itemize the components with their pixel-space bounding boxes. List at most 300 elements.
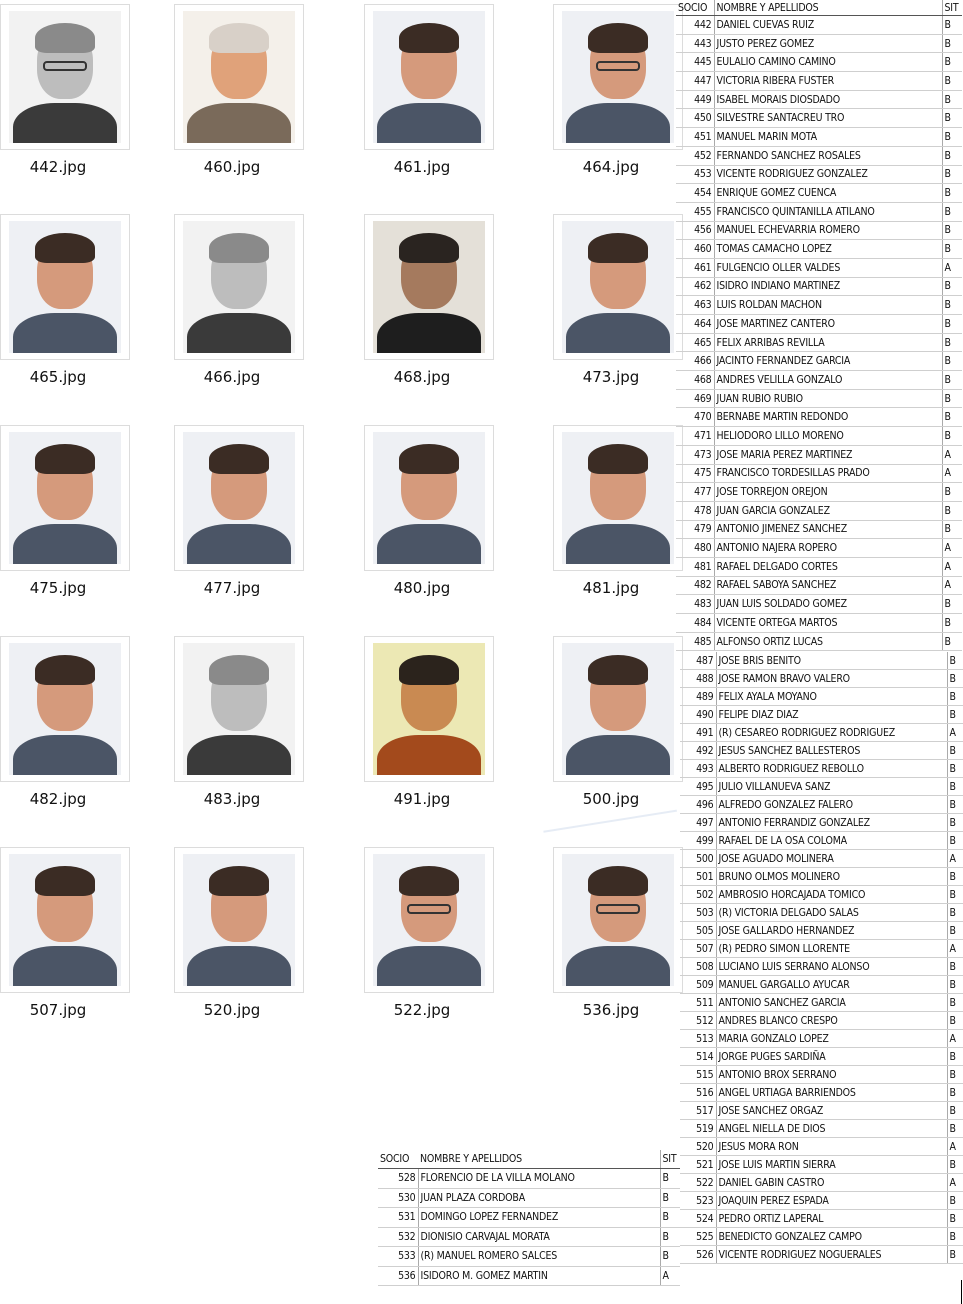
socio-cell: 462 xyxy=(676,277,714,296)
table-row xyxy=(378,1188,680,1208)
name-cell: ANDRES VELILLA GONZALO xyxy=(714,371,942,390)
table-row xyxy=(676,333,962,352)
table-row xyxy=(676,315,962,334)
sit-cell: B xyxy=(942,53,962,72)
name-cell: EULALIO CAMINO CAMINO xyxy=(714,53,942,72)
sit-cell: B xyxy=(947,706,963,724)
socio-cell: 478 xyxy=(676,501,714,520)
thumbnail-item[interactable] xyxy=(0,425,130,605)
socio-cell: 452 xyxy=(676,146,714,165)
socio-cell: 492 xyxy=(680,742,716,760)
table-row xyxy=(378,1227,680,1247)
thumbnail-filename: 477.jpg xyxy=(203,579,261,597)
table-header-row xyxy=(676,0,962,16)
thumbnail-frame xyxy=(0,847,130,993)
thumbnail-item[interactable] xyxy=(364,214,494,394)
table-row xyxy=(680,670,963,688)
thumbnail-filename: 481.jpg xyxy=(582,579,640,597)
sit-cell: B xyxy=(947,994,963,1012)
socio-cell: 533 xyxy=(378,1247,418,1267)
socio-cell: 524 xyxy=(680,1210,716,1228)
sit-cell: B xyxy=(947,652,963,670)
table-row xyxy=(676,109,962,128)
thumbnail-item[interactable] xyxy=(364,847,494,1027)
column-header-socio: SOCIO xyxy=(378,1150,418,1169)
thumbnail-filename: 520.jpg xyxy=(203,1001,261,1019)
sit-cell: B xyxy=(942,90,962,109)
sit-cell: B xyxy=(942,501,962,520)
sit-cell: B xyxy=(942,352,962,371)
socio-cell: 461 xyxy=(676,258,714,277)
table-row xyxy=(680,652,963,670)
table-row xyxy=(676,72,962,91)
thumbnail-frame xyxy=(553,425,683,571)
sit-cell: B xyxy=(947,814,963,832)
name-cell: MANUEL ECHEVARRIA ROMERO xyxy=(714,221,942,240)
thumbnail-frame xyxy=(364,847,494,993)
table-row xyxy=(680,688,963,706)
portrait-photo xyxy=(9,432,121,564)
name-cell: JUSTO PEREZ GOMEZ xyxy=(714,34,942,53)
name-cell: ANTONIO BROX SERRANO xyxy=(716,1066,947,1084)
thumbnail-item[interactable] xyxy=(553,636,683,816)
table-row xyxy=(680,1012,963,1030)
thumbnail-item[interactable] xyxy=(0,214,130,394)
socio-cell: 464 xyxy=(676,315,714,334)
socio-cell: 500 xyxy=(680,850,716,868)
sit-cell: B xyxy=(947,922,963,940)
socio-cell: 471 xyxy=(676,427,714,446)
name-cell: ALFONSO ORTIZ LUCAS xyxy=(714,632,942,651)
members-table-continued xyxy=(680,652,963,1264)
name-cell: JULIO VILLANUEVA SANZ xyxy=(716,778,947,796)
socio-cell: 447 xyxy=(676,72,714,91)
sit-cell: A xyxy=(942,258,962,277)
portrait-photo xyxy=(373,854,485,986)
name-cell: DIONISIO CARVAJAL MORATA xyxy=(418,1227,660,1247)
socio-cell: 481 xyxy=(676,557,714,576)
thumbnail-item[interactable] xyxy=(553,214,683,394)
sit-cell: A xyxy=(942,445,962,464)
socio-cell: 511 xyxy=(680,994,716,1012)
socio-cell: 532 xyxy=(378,1227,418,1247)
sit-cell: B xyxy=(942,146,962,165)
socio-cell: 483 xyxy=(676,595,714,614)
name-cell: JOSE AGUADO MOLINERA xyxy=(716,850,947,868)
thumbnail-filename: 464.jpg xyxy=(582,158,640,176)
name-cell: LUCIANO LUIS SERRANO ALONSO xyxy=(716,958,947,976)
table-row xyxy=(676,427,962,446)
sit-cell: B xyxy=(660,1169,680,1189)
table-row xyxy=(676,128,962,147)
socio-cell: 523 xyxy=(680,1192,716,1210)
thumbnail-frame xyxy=(364,4,494,150)
socio-cell: 522 xyxy=(680,1174,716,1192)
socio-cell: 530 xyxy=(378,1188,418,1208)
socio-cell: 501 xyxy=(680,868,716,886)
thumbnail-frame xyxy=(0,636,130,782)
name-cell: JOSE MARIA PEREZ MARTINEZ xyxy=(714,445,942,464)
socio-cell: 463 xyxy=(676,296,714,315)
table-row xyxy=(676,240,962,259)
portrait-photo xyxy=(9,643,121,775)
sit-cell: B xyxy=(942,296,962,315)
portrait-photo xyxy=(183,221,295,353)
sit-cell: B xyxy=(942,16,962,35)
thumbnail-frame xyxy=(174,214,304,360)
table-row xyxy=(676,501,962,520)
table-row xyxy=(676,184,962,203)
thumbnail-item[interactable] xyxy=(364,636,494,816)
name-cell: (R) CESAREO RODRIGUEZ RODRIGUEZ xyxy=(716,724,947,742)
table-row xyxy=(680,850,963,868)
column-header-nombre: NOMBRE Y APELLIDOS xyxy=(418,1150,660,1169)
name-cell: JORGE PUGES SARDIÑA xyxy=(716,1048,947,1066)
portrait-photo xyxy=(373,221,485,353)
name-cell: ALBERTO RODRIGUEZ REBOLLO xyxy=(716,760,947,778)
thumbnail-item[interactable] xyxy=(174,214,304,394)
thumbnail-item[interactable] xyxy=(174,847,304,1027)
socio-cell: 445 xyxy=(676,53,714,72)
socio-cell: 525 xyxy=(680,1228,716,1246)
sit-cell: B xyxy=(942,333,962,352)
thumbnail-frame xyxy=(174,425,304,571)
name-cell: ANTONIO NAJERA ROPERO xyxy=(714,539,942,558)
name-cell: JOAQUIN PEREZ ESPADA xyxy=(716,1192,947,1210)
name-cell: BENEDICTO GONZALEZ CAMPO xyxy=(716,1228,947,1246)
table-row xyxy=(680,1210,963,1228)
thumbnail-item[interactable] xyxy=(174,636,304,816)
thumbnail-filename: 475.jpg xyxy=(29,579,87,597)
sit-cell: B xyxy=(942,483,962,502)
socio-cell: 466 xyxy=(676,352,714,371)
table-row xyxy=(676,165,962,184)
sit-cell: A xyxy=(942,576,962,595)
thumbnail-item[interactable] xyxy=(364,4,494,184)
name-cell: (R) VICTORIA DELGADO SALAS xyxy=(716,904,947,922)
name-cell: FLORENCIO DE LA VILLA MOLANO xyxy=(418,1169,660,1189)
socio-cell: 479 xyxy=(676,520,714,539)
table-row xyxy=(676,90,962,109)
name-cell: JOSE BRIS BENITO xyxy=(716,652,947,670)
table-row xyxy=(676,389,962,408)
sit-cell: B xyxy=(947,688,963,706)
socio-cell: 502 xyxy=(680,886,716,904)
name-cell: JESUS MORA RON xyxy=(716,1138,947,1156)
socio-cell: 468 xyxy=(676,371,714,390)
sit-cell: A xyxy=(947,1138,963,1156)
sit-cell: B xyxy=(947,976,963,994)
thumbnail-frame xyxy=(553,636,683,782)
sit-cell: B xyxy=(947,886,963,904)
name-cell: ANTONIO JIMENEZ SANCHEZ xyxy=(714,520,942,539)
sit-cell: B xyxy=(660,1208,680,1228)
table-row xyxy=(676,576,962,595)
table-row xyxy=(680,904,963,922)
table-row xyxy=(680,976,963,994)
table-row xyxy=(680,832,963,850)
table-row xyxy=(680,1102,963,1120)
name-cell: JUAN GARCIA GONZALEZ xyxy=(714,501,942,520)
thumbnail-filename: 466.jpg xyxy=(203,368,261,386)
sit-cell: B xyxy=(942,184,962,203)
sit-cell: A xyxy=(947,940,963,958)
thumbnail-frame xyxy=(553,847,683,993)
name-cell: ANDRES BLANCO CRESPO xyxy=(716,1012,947,1030)
socio-cell: 536 xyxy=(378,1266,418,1286)
table-row xyxy=(680,922,963,940)
sit-cell: B xyxy=(947,1120,963,1138)
thumbnail-item[interactable] xyxy=(174,4,304,184)
column-header-sit: SIT xyxy=(942,0,962,16)
glasses-icon xyxy=(43,61,87,71)
table-row xyxy=(680,796,963,814)
table-row xyxy=(680,1120,963,1138)
socio-cell: 512 xyxy=(680,1012,716,1030)
socio-cell: 442 xyxy=(676,16,714,35)
thumbnail-frame xyxy=(174,847,304,993)
socio-cell: 449 xyxy=(676,90,714,109)
thumbnail-item[interactable] xyxy=(174,425,304,605)
socio-cell: 443 xyxy=(676,34,714,53)
table-row xyxy=(676,483,962,502)
divider xyxy=(961,1280,962,1304)
table-row xyxy=(676,632,962,651)
thumbnail-frame xyxy=(0,4,130,150)
column-header-nombre: NOMBRE Y APELLIDOS xyxy=(714,0,942,16)
table-row xyxy=(676,277,962,296)
thumbnail-filename: 460.jpg xyxy=(203,158,261,176)
socio-cell: 477 xyxy=(676,483,714,502)
socio-cell: 485 xyxy=(676,632,714,651)
table-row xyxy=(676,595,962,614)
table-row xyxy=(676,53,962,72)
socio-cell: 488 xyxy=(680,670,716,688)
thumbnail-frame xyxy=(364,425,494,571)
thumbnail-item[interactable] xyxy=(0,4,130,184)
portrait-photo xyxy=(183,854,295,986)
table-row xyxy=(676,221,962,240)
sit-cell: B xyxy=(947,1156,963,1174)
socio-cell: 505 xyxy=(680,922,716,940)
table-row xyxy=(676,408,962,427)
table-row xyxy=(378,1266,680,1286)
sit-cell: B xyxy=(942,520,962,539)
table-row xyxy=(676,614,962,633)
table-header-row xyxy=(378,1150,680,1169)
sit-cell: B xyxy=(942,315,962,334)
name-cell: BRUNO OLMOS MOLINERO xyxy=(716,868,947,886)
thumbnail-filename: 465.jpg xyxy=(29,368,87,386)
name-cell: ANGEL URTIAGA BARRIENDOS xyxy=(716,1084,947,1102)
thumbnail-frame xyxy=(0,425,130,571)
sit-cell: B xyxy=(947,1048,963,1066)
thumbnail-filename: 491.jpg xyxy=(393,790,451,808)
socio-cell: 526 xyxy=(680,1246,716,1264)
table-row xyxy=(680,1174,963,1192)
name-cell: FELIX AYALA MOYANO xyxy=(716,688,947,706)
socio-cell: 528 xyxy=(378,1169,418,1189)
name-cell: (R) PEDRO SIMON LLORENTE xyxy=(716,940,947,958)
thumbnail-filename: 507.jpg xyxy=(29,1001,87,1019)
thumbnail-filename: 500.jpg xyxy=(582,790,640,808)
table-row xyxy=(680,1048,963,1066)
table-row xyxy=(680,706,963,724)
socio-cell: 531 xyxy=(378,1208,418,1228)
sit-cell: B xyxy=(947,832,963,850)
sit-cell: B xyxy=(660,1188,680,1208)
sit-cell: B xyxy=(947,904,963,922)
socio-cell: 515 xyxy=(680,1066,716,1084)
table-row xyxy=(680,1156,963,1174)
sit-cell: A xyxy=(942,539,962,558)
table-row xyxy=(680,1084,963,1102)
name-cell: FRANCISCO TORDESILLAS PRADO xyxy=(714,464,942,483)
portrait-photo xyxy=(562,11,674,143)
name-cell: PEDRO ORTIZ LAPERAL xyxy=(716,1210,947,1228)
name-cell: FERNANDO SANCHEZ ROSALES xyxy=(714,146,942,165)
socio-cell: 469 xyxy=(676,389,714,408)
socio-cell: 487 xyxy=(680,652,716,670)
portrait-photo xyxy=(562,221,674,353)
thumbnail-item[interactable] xyxy=(553,425,683,605)
socio-cell: 489 xyxy=(680,688,716,706)
sit-cell: B xyxy=(942,427,962,446)
thumbnail-item[interactable] xyxy=(0,636,130,816)
column-header-sit: SIT xyxy=(660,1150,680,1169)
name-cell: JOSE RAMON BRAVO VALERO xyxy=(716,670,947,688)
socio-cell: 499 xyxy=(680,832,716,850)
thumbnail-filename: 482.jpg xyxy=(29,790,87,808)
portrait-photo xyxy=(562,432,674,564)
thumbnail-frame xyxy=(553,214,683,360)
name-cell: FELIPE DIAZ DIAZ xyxy=(716,706,947,724)
socio-cell: 516 xyxy=(680,1084,716,1102)
sit-cell: B xyxy=(942,389,962,408)
name-cell: FULGENCIO OLLER VALDES xyxy=(714,258,942,277)
name-cell: HELIODORO LILLO MORENO xyxy=(714,427,942,446)
name-cell: JOSE SANCHEZ ORGAZ xyxy=(716,1102,947,1120)
name-cell: ANTONIO FERRANDIZ GONZALEZ xyxy=(716,814,947,832)
thumbnail-frame xyxy=(174,636,304,782)
sit-cell: B xyxy=(942,614,962,633)
portrait-photo xyxy=(9,221,121,353)
sit-cell: B xyxy=(942,595,962,614)
sit-cell: B xyxy=(947,778,963,796)
socio-cell: 473 xyxy=(676,445,714,464)
thumbnail-frame xyxy=(174,4,304,150)
name-cell: BERNABE MARTIN REDONDO xyxy=(714,408,942,427)
socio-cell: 460 xyxy=(676,240,714,259)
table-row xyxy=(378,1247,680,1267)
name-cell: ALFREDO GONZALEZ FALERO xyxy=(716,796,947,814)
sit-cell: B xyxy=(947,1210,963,1228)
table-row xyxy=(680,724,963,742)
socio-cell: 497 xyxy=(680,814,716,832)
name-cell: ISIDORO M. GOMEZ MARTIN xyxy=(418,1266,660,1286)
name-cell: DANIEL GABIN CASTRO xyxy=(716,1174,947,1192)
glasses-icon xyxy=(596,904,640,914)
sit-cell: B xyxy=(947,1228,963,1246)
thumbnail-filename: 461.jpg xyxy=(393,158,451,176)
socio-cell: 451 xyxy=(676,128,714,147)
thumbnail-frame xyxy=(0,214,130,360)
sit-cell: B xyxy=(947,1084,963,1102)
table-row xyxy=(680,994,963,1012)
thumbnail-item[interactable] xyxy=(553,847,683,1027)
table-row xyxy=(676,258,962,277)
socio-cell: 514 xyxy=(680,1048,716,1066)
name-cell: ISIDRO INDIANO MARTINEZ xyxy=(714,277,942,296)
sit-cell: B xyxy=(947,760,963,778)
sit-cell: B xyxy=(942,128,962,147)
table-row xyxy=(676,34,962,53)
socio-cell: 517 xyxy=(680,1102,716,1120)
sit-cell: B xyxy=(942,165,962,184)
thumbnail-item[interactable] xyxy=(553,4,683,184)
sit-cell: B xyxy=(942,202,962,221)
name-cell: ENRIQUE GOMEZ CUENCA xyxy=(714,184,942,203)
socio-cell: 519 xyxy=(680,1120,716,1138)
socio-cell: 496 xyxy=(680,796,716,814)
sit-cell: B xyxy=(947,1246,963,1264)
table-row xyxy=(676,371,962,390)
thumbnail-item[interactable] xyxy=(364,425,494,605)
table-row xyxy=(680,1246,963,1264)
table-row xyxy=(676,557,962,576)
socio-cell: 456 xyxy=(676,221,714,240)
table-row xyxy=(676,16,962,35)
sit-cell: A xyxy=(947,1174,963,1192)
thumbnail-item[interactable] xyxy=(0,847,130,1027)
socio-cell: 509 xyxy=(680,976,716,994)
socio-cell: 495 xyxy=(680,778,716,796)
name-cell: JOSE GALLARDO HERNANDEZ xyxy=(716,922,947,940)
sit-cell: A xyxy=(947,724,963,742)
socio-cell: 453 xyxy=(676,165,714,184)
sit-cell: B xyxy=(942,632,962,651)
socio-cell: 521 xyxy=(680,1156,716,1174)
socio-cell: 508 xyxy=(680,958,716,976)
sit-cell: A xyxy=(947,850,963,868)
portrait-photo xyxy=(183,643,295,775)
table-row xyxy=(680,1192,963,1210)
name-cell: ISABEL MORAIS DIOSDADO xyxy=(714,90,942,109)
sit-cell: B xyxy=(942,109,962,128)
name-cell: JUAN PLAZA CORDOBA xyxy=(418,1188,660,1208)
portrait-photo xyxy=(562,643,674,775)
table-row xyxy=(680,1138,963,1156)
socio-cell: 475 xyxy=(676,464,714,483)
table-row xyxy=(680,778,963,796)
members-table-small xyxy=(378,1150,680,1286)
portrait-photo xyxy=(373,643,485,775)
table-row xyxy=(676,539,962,558)
name-cell: SILVESTRE SANTACREU TRO xyxy=(714,109,942,128)
socio-cell: 465 xyxy=(676,333,714,352)
thumbnail-frame xyxy=(364,636,494,782)
sit-cell: B xyxy=(942,408,962,427)
portrait-photo xyxy=(373,11,485,143)
name-cell: VICENTE RODRIGUEZ GONZALEZ xyxy=(714,165,942,184)
table-row xyxy=(676,520,962,539)
socio-cell: 493 xyxy=(680,760,716,778)
socio-cell: 454 xyxy=(676,184,714,203)
sit-cell: B xyxy=(942,34,962,53)
thumbnail-filename: 536.jpg xyxy=(582,1001,640,1019)
table-row xyxy=(676,464,962,483)
socio-cell: 520 xyxy=(680,1138,716,1156)
